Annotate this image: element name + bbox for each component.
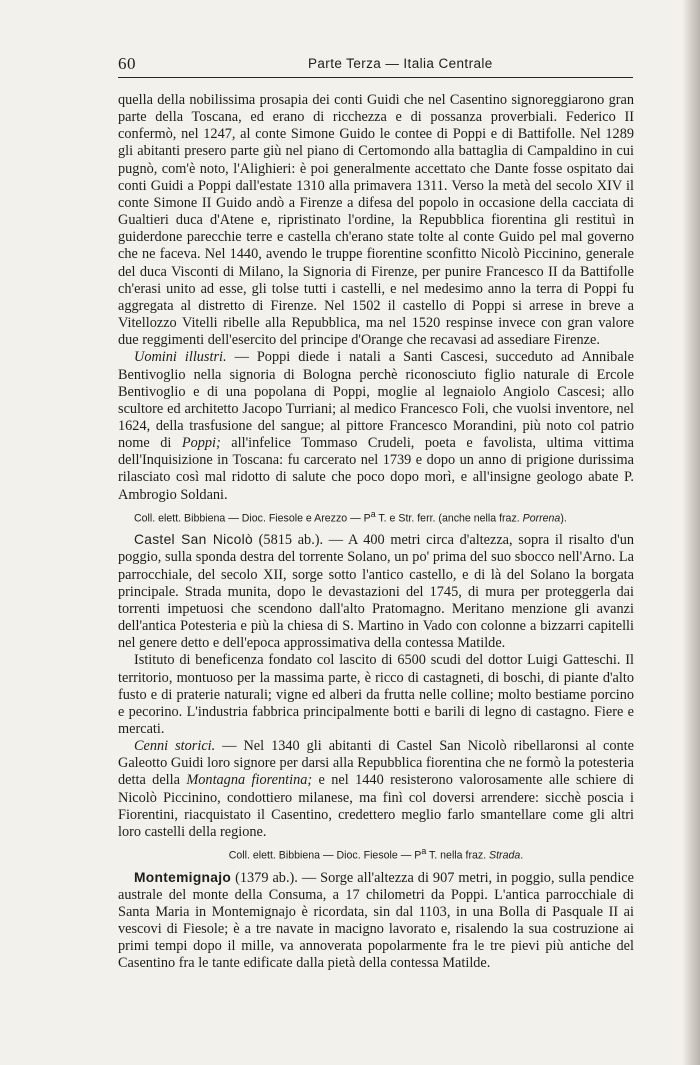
paragraph-cenni-storici: Cenni storici. — Nel 1340 gli abitanti di Castel San Nicolò ribellaronsi al conte Galeotto Guidi loro signore per darsi alla Repubblica fiorentina che ne formò la potesteria detta della Montagna fiorentina; e nel 1440 resisterono valorosamente alle schiere di Nicolò Piccinino, condottiero milanese, ma finì col doversi arrendere: sicchè poscia i Fiorentini, riacquistato il Casentino, credettero meglio farlo smantellare come gli altri loro castelli della regione.	[118, 738, 635, 840]
entry-title-castel-san-nicolo: Castel San Nicolò	[134, 532, 253, 548]
entry-montemignajo: Montemignajo (1379 ab.). — Sorge all'altezza di 907 metri, in poggio, sulla pendice australe del monte della Consuma, a 17 chilometri da Poppi. L'antica parrocchiale di Santa Maria in Montemignajo è ricordata, sin dal 1103, in una Bolla di Pasquale II ai vescovi di Fiesole; è a tre navate in macigno lavorato e, risalendo la sua costruzione ai primi tempi dopo il mille, va annoverata popolarmente fra le tre pievi più antiche del Casentino fra le tante edificate dalla pietà della contessa Matilde.	[118, 869, 634, 972]
page-header	[118, 54, 633, 76]
footnote-castel-san-nicolo: Coll. elett. Bibbiena — Dioc. Fiesole — $P^a$ T. nella fraz. Strada.	[228, 846, 524, 862]
paragraph-istituto: Istituto di beneficenza fondato col lascito di 6500 scudi del dottor Luigi Gatteschi. Il territorio, montuoso per la massima parte, è ricco di castagneti, di boschi, di piante d'alto fusto e di praterie naturali; vigne ed alberi da frutta nelle colline; molto bestiame porcino e pecorino. L'industria fabbrica principalmente botti e barili di legno di castagno. Fiere e mercati.	[118, 652, 634, 737]
section-label-uomini-illustri: Uomini illustri.	[134, 349, 227, 366]
page-number: 60	[118, 54, 136, 73]
page-edge-shadow	[682, 0, 700, 1065]
header-rule	[118, 77, 633, 78]
paragraph-poppi-history: quella della nobilissima prosapia dei conti Guidi che nel Casentino signoreggiarono gran parte della Toscana, ed erano di ricchezza e di possanza proverbiali. Federico II confermò, nel 1247, al conte Simone Guido le contee di Poppi e di Battifolle. Nel 1289 gli abitanti presero parte giù nel piano di Certomondo alla battaglia di Campaldino in cui pugnò, com'è noto, l'Alighieri: è poi generalmente accettato che Dante fosse ospitato dai conti Guidi a Poppi dall'estate 1310 alla primavera 1311. Verso la metà del secolo XIV il conte Simone II Guido andò a Firenze a difesa del popolo in occasione della cacciata di Gualtieri duca d'Atene e, ripristinato l'ordine, la Repubblica fiorentina gli restituì in guiderdone parecchie terre e castella ch'erano state tolte al conte Guido pel mal governo che ne faceva. Nel 1440, avendo le truppe fiorentine sconfitto Nicolò Piccinino, generale del duca Visconti di Milano, la Signoria di Firenze, per punire Francesco II da Battifolle ch'erasi unito ad esse, gli tolse tutti i castelli, e nel medesimo anno la terra di Poppi fu aggregata al distretto di Firenze. Nel 1502 il castello di Poppi si arrese in breve a Vitellozzo Vitelli ribelle alla Repubblica, ma nel 1520 respinse invece con gran valore due reggimenti dell'esercito del principe d'Orange che recavasi ad assediare Firenze.	[118, 92, 634, 349]
page-body	[118, 92, 634, 973]
entry-title-montemignajo: Montemignajo	[134, 869, 232, 885]
entry-castel-san-nicolo: Castel San Nicolò (5815 ab.). — A 400 metri circa d'altezza, sopra il risalto d'un poggio, sulla sponda destra del torrente Solano, un po' prima del suo sbocco nell'Arno. La parrocchiale, del secolo XII, sorge sotto l'antico castello, e di là del Solano la borgata principale. Strada munita, dopo le devastazioni del 1745, di mura per proteggerla dai torrenti impetuosi che scendono dall'alto Pratomagno. Meritano menzione gli avanzi dell'antica Potesteria e più la chiesa di S. Martino in Vado con colonne a bizzarri capitelli nel genere detto e dell'epoca approssimativa della contessa Matilde.	[118, 532, 635, 652]
paragraph-uomini-illustri: Uomini illustri. — Poppi diede i natali a Santi Cascesi, succeduto ad Annibale Bentivoglio nella signoria di Bologna perchè riconosciuto figlio naturale di Ercole Bentivoglio e di una popolana di Poppi, moglie al legnaiolo Angiolo Cascesi; allo scultore ed architetto Jacopo Turriani; al medico Francesco Foli, che vuolsi inventore, nel 1624, della trasfusione del sangue; al pittore Francesco Morandini, più noto col patrio nome di Poppi; all'infelice Tommaso Crudeli, poeta e favolista, ultima vittima dell'Inquisizione in Toscana: fu carcerato nel 1739 e dopo un anno di prigione durissima rilasciato così mal ridotto di salute che poco dopo morì, e all'insigne geologo abate P. Ambrogio Soldani.	[118, 349, 634, 503]
section-label-cenni-storici: Cenni storici.	[134, 738, 216, 755]
footnote-poppi: Coll. elett. Bibbiena — Dioc. Fiesole e Arezzo — $P^a$ T. e Str. ferr. (anche nella fraz. Porrena).	[134, 508, 567, 525]
running-head: Parte Terza — Italia Centrale	[308, 56, 493, 71]
